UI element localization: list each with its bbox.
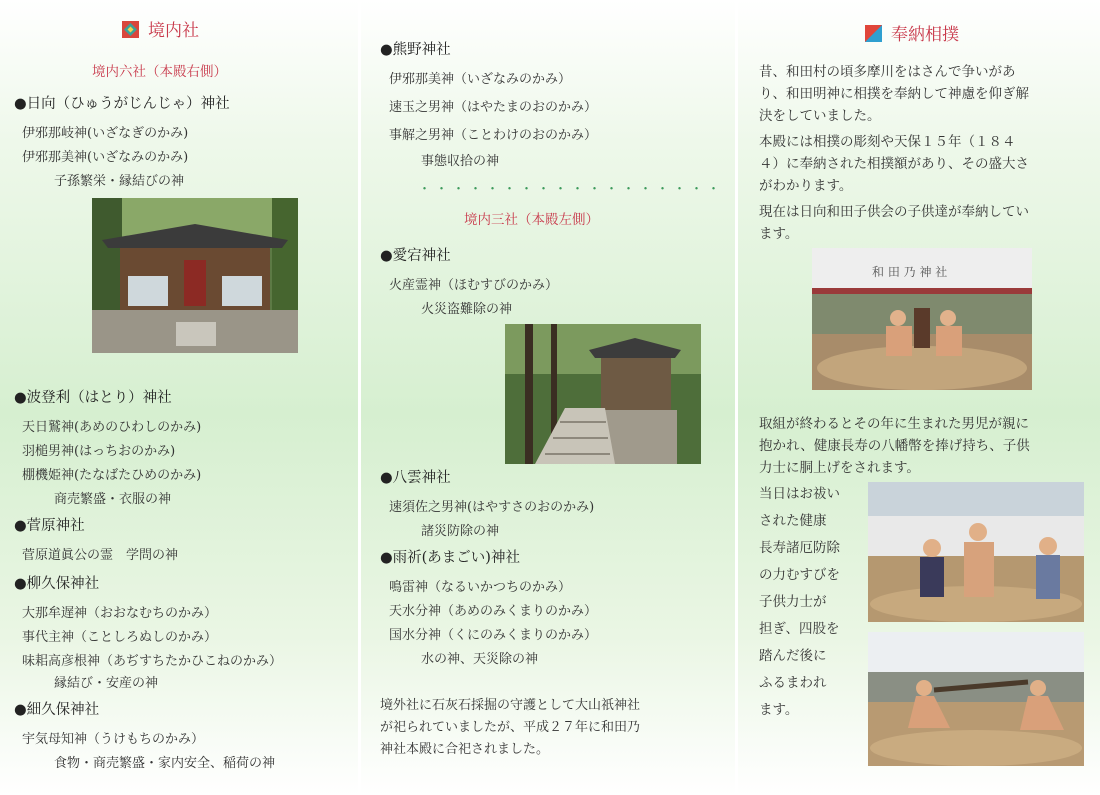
para-line: 力士に胴上げをされます。 <box>759 460 920 476</box>
para-line: 現在は日向和田子供会の子供達が奉納してい <box>759 204 1029 220</box>
narrow-line: 踏んだ後に <box>759 648 827 664</box>
deity-line: 天日鷲神(あめのひわしのかみ) <box>22 420 202 435</box>
benefit-line: 食物・商売繁盛・家内安全、稲荷の神 <box>54 756 276 771</box>
deity-line: 羽槌男神(はっちおのかみ) <box>22 444 176 459</box>
deity-line: 鳴雷神（なるいかつちのかみ） <box>389 580 572 595</box>
deity-line: 火産霊神（ほむすびのかみ） <box>389 278 559 293</box>
shrine-sugawara-name: ●菅原神社 <box>14 518 85 534</box>
narrow-line: ます。 <box>759 702 799 718</box>
benefit-line: 事態収拾の神 <box>421 154 500 169</box>
shrine-hyuga-name: ●日向（ひゅうがじんじゃ）神社 <box>14 96 230 112</box>
deity-line: 速玉之男神（はやたまのおのかみ） <box>389 100 598 115</box>
deity-line: 宇気母知神（うけもちのかみ） <box>22 732 205 747</box>
benefit-line: 水の神、天災除の神 <box>421 652 539 667</box>
dotted-divider: ・・・・・・・・・・・・・・・・・・ <box>418 182 725 197</box>
narrow-line: 当日はお祓い <box>759 486 840 502</box>
para-line: 抱かれ、健康長寿の八幡幣を捧げ持ち、子供 <box>759 438 1030 454</box>
para-line: 決をしていました。 <box>759 108 881 124</box>
photo-shiko <box>868 632 1084 766</box>
shrine-hosokubo-name: ●細久保神社 <box>14 702 100 718</box>
para-line: ４）に奉納された相撲額があり、その盛大さ <box>759 156 1029 172</box>
section-title-text: 奉納相撲 <box>891 25 959 45</box>
deity-line: 天水分神（あめのみくまりのかみ） <box>389 604 598 619</box>
photo-sumo-bout <box>812 248 1032 390</box>
para-line: 本殿には相撲の彫刻や天保１５年（１８４ <box>759 134 1016 150</box>
shrine-kumano-name: ●熊野神社 <box>380 42 451 58</box>
para-line: ます。 <box>759 226 799 242</box>
section-title-sumo <box>865 20 959 45</box>
narrow-line: 長寿諸厄防除 <box>759 540 840 556</box>
narrow-line: 担ぎ、四股を <box>759 621 840 637</box>
deity-line: 味耜高彦根神（あぢすちたかひこねのかみ） <box>22 654 283 669</box>
photo-atago-shrine <box>505 324 701 464</box>
section-title-text: 境内社 <box>148 21 199 41</box>
benefit-line: 子孫繁栄・縁結びの神 <box>54 174 185 189</box>
narrow-line: の力むすびを <box>759 567 840 583</box>
para-line: り、和田明神に相撲を奉納して神慮を仰ぎ解 <box>759 86 1029 102</box>
benefit-line: 諸災防除の神 <box>421 524 500 539</box>
deity-line: 大那牟遅神（おおなむちのかみ） <box>22 606 218 621</box>
photo-douage <box>868 482 1084 622</box>
deity-line: 棚機姫神(たなばたひめのかみ) <box>22 468 202 483</box>
deity-line: 菅原道眞公の霊 学問の神 <box>22 548 179 563</box>
deity-line: 伊邪那岐神(いざなぎのかみ) <box>22 126 189 141</box>
para-line: 昔、和田村の頃多摩川をはさんで争いがあ <box>759 64 1016 80</box>
subtitle-left-side: 境内三社（本殿左側） <box>464 212 599 228</box>
benefit-line: 縁結び・安産の神 <box>54 676 159 691</box>
note-line: が祀られていましたが、平成２７年に和田乃 <box>380 720 641 735</box>
shrine-hatori-name: ●波登利（はとり）神社 <box>14 390 172 406</box>
deity-line: 事代主神（ことしろぬしのかみ） <box>22 630 218 645</box>
deity-line: 伊邪那美神(いざなみのかみ) <box>22 150 189 165</box>
shrine-yakumo-name: ●八雲神社 <box>380 470 451 486</box>
para-line: 取組が終わるとその年に生まれた男児が親に <box>759 416 1029 432</box>
deity-line: 伊邪那美神（いざなみのかみ） <box>389 72 572 87</box>
deity-line: 事解之男神（ことわけのおのかみ） <box>389 128 598 143</box>
deity-line: 速須佐之男神(はやすさのおのかみ) <box>389 500 595 515</box>
right-panel <box>738 0 1100 795</box>
photo-hyuga-shrine <box>92 198 298 353</box>
middle-panel <box>361 0 735 795</box>
triangle-square-icon <box>865 25 882 42</box>
shrine-yanagikubo-name: ●柳久保神社 <box>14 576 100 592</box>
deity-line: 国水分神（くにのみくまりのかみ） <box>389 628 598 643</box>
note-line: 境外社に石灰石採掘の守護として大山祇神社 <box>380 698 641 713</box>
shrine-atago-name: ●愛宕神社 <box>380 248 451 264</box>
tent-sign-text: 和 田 乃 神 社 <box>872 265 948 279</box>
narrow-line: ふるまわれ <box>759 675 827 691</box>
narrow-line: された健康 <box>759 513 827 529</box>
benefit-line: 火災盗難除の神 <box>421 302 513 317</box>
left-panel <box>0 0 358 795</box>
subtitle-right-side: 境内六社（本殿右側） <box>92 64 227 80</box>
benefit-line: 商売繁盛・衣服の神 <box>54 492 172 507</box>
note-line: 神社本殿に合祀されました。 <box>380 742 550 757</box>
narrow-line: 子供力士が <box>759 594 827 610</box>
section-title-keidaisha <box>122 16 199 41</box>
diamond-square-icon <box>122 21 139 38</box>
para-line: がわかります。 <box>759 178 853 194</box>
shrine-amagoi-name: ●雨祈(あまごい)神社 <box>380 550 520 566</box>
